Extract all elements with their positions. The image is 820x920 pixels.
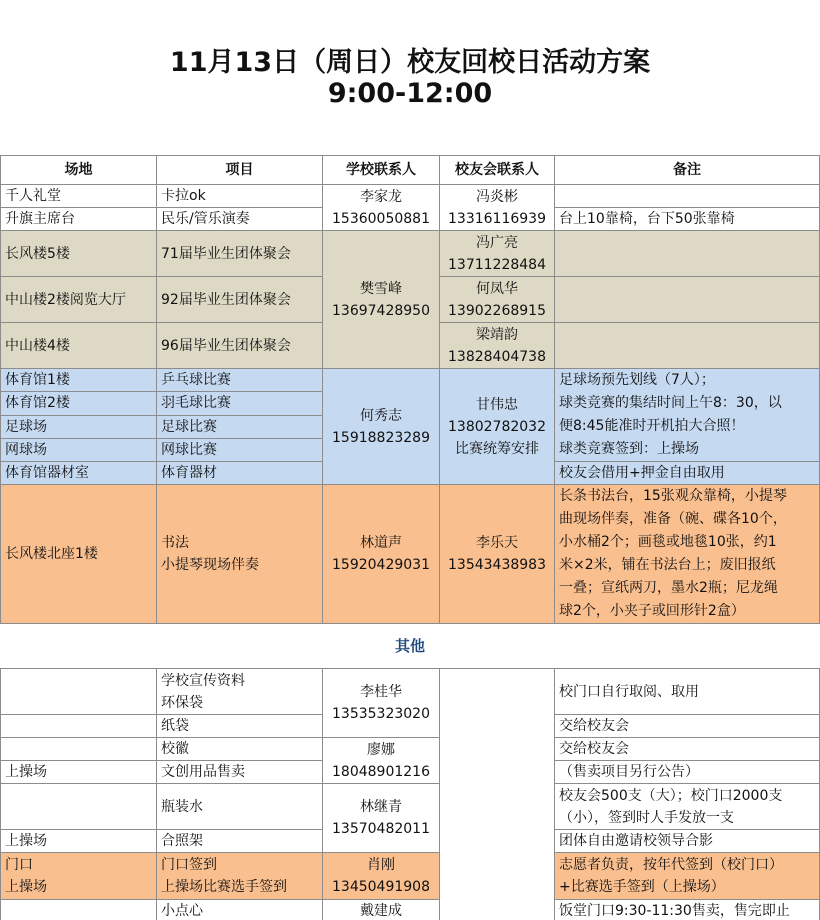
item-line: 门口签到: [161, 857, 217, 873]
note-cell: 交给校友会: [555, 715, 820, 738]
contact-name: 冯广亮: [476, 234, 518, 251]
item-cell: 瓶装水: [157, 784, 323, 830]
contact-name: 梁靖韵: [476, 326, 518, 343]
table-row: [1, 185, 820, 208]
contact-name: 李桂华: [360, 684, 402, 700]
venue-line: 上操场: [5, 879, 47, 895]
alumni-contact-cell: [440, 485, 555, 624]
contact-phone: 13711228484: [448, 256, 546, 273]
note-cell: [555, 853, 820, 900]
contact-name: 林继青: [360, 799, 402, 815]
note-line: 米×2米，铺在书法台上；废旧报纸: [559, 557, 776, 573]
item-cell: 合照架: [157, 830, 323, 853]
venue-cell: [1, 784, 157, 830]
item-cell: [157, 485, 323, 624]
note-line: 小水桶2个；画毯或地毯10张，约1: [559, 534, 777, 550]
item-cell: 网球比赛: [157, 438, 323, 461]
item-cell: 足球比赛: [157, 415, 323, 438]
venue-cell: [1, 715, 157, 738]
note-cell: 团体自由邀请校领导合影: [555, 830, 820, 853]
school-contact-cell: [323, 669, 440, 738]
school-contact-cell: [323, 231, 440, 369]
table-row: [1, 784, 820, 830]
item-cell: 文创用品售卖: [157, 761, 323, 784]
note-cell: [555, 485, 820, 624]
venue-cell: 上操场: [1, 830, 157, 853]
note-cell: [555, 369, 820, 462]
note-cell: [555, 277, 820, 323]
contact-phone: 13570482011: [332, 821, 430, 837]
table-row: [1, 669, 820, 715]
contact-name: 何凤华: [476, 280, 518, 297]
alumni-contact-cell: [440, 185, 555, 231]
item-cell: 71届毕业生团体聚会: [157, 231, 323, 277]
page-subtitle: 9:00-12:00: [327, 78, 493, 109]
venue-cell: 体育馆1楼: [1, 369, 157, 392]
item-line: 上操场比赛选手签到: [161, 879, 287, 895]
contact-phone: 15920429031: [332, 557, 430, 573]
contact-name: 廖娜: [367, 741, 395, 758]
note-cell: [555, 231, 820, 277]
contact-phone: 13535323020: [332, 706, 430, 722]
school-contact-cell: [323, 853, 440, 900]
contact-name: 林道声: [360, 535, 402, 551]
item-cell: 92届毕业生团体聚会: [157, 277, 323, 323]
section-row: [1, 624, 820, 669]
contact-phone: 13828404738: [448, 348, 546, 365]
alumni-contact-cell: [440, 369, 555, 485]
school-contact-cell: [323, 900, 440, 920]
alumni-contact-cell: [440, 231, 555, 277]
header-note: 备注: [555, 156, 820, 185]
school-contact-cell: [323, 185, 440, 231]
venue-cell: 升旗主席台: [1, 208, 157, 231]
note-line: 校友会500支（大）；校门口2000支: [559, 787, 783, 804]
item-cell: 民乐/管乐演奏: [157, 208, 323, 231]
note-line: 长条书法台，15张观众靠椅，小提琴: [559, 488, 787, 504]
item-cell: 纸袋: [157, 715, 323, 738]
venue-line: 门口: [5, 857, 33, 873]
item-cell: [157, 853, 323, 900]
table-row: [1, 738, 820, 761]
contact-name: 李乐天: [476, 535, 518, 551]
header-item: 项目: [157, 156, 323, 185]
contact-phone: 18048901216: [332, 763, 430, 780]
note-line: 球类竞赛签到：上操场: [559, 441, 699, 457]
item-cell: [157, 669, 323, 715]
note-cell: （售卖项目另行公告）: [555, 761, 820, 784]
contact-phone: 15918823289: [332, 429, 430, 446]
school-contact-cell: [323, 369, 440, 485]
note-line: 足球场预先划线（7人）；: [559, 372, 715, 388]
page-title: 11月13日（周日）校友回校日活动方案: [169, 47, 651, 78]
note-line: 球2个，小夹子或回形针2盒）: [559, 603, 745, 619]
header-venue: 场地: [1, 156, 157, 185]
contact-name: 戴建成: [360, 903, 402, 919]
contact-name: 李家龙: [360, 188, 402, 205]
contact-phone: 13697428950: [332, 302, 430, 319]
note-cell: [555, 185, 820, 208]
contact-phone: 13902268915: [448, 302, 546, 319]
contact-phone: 13802782032: [448, 418, 546, 435]
venue-cell: [1, 669, 157, 715]
item-cell: 小点心: [157, 900, 323, 920]
note-cell: 台上10靠椅，台下50张靠椅: [555, 208, 820, 231]
item-cell: 卡拉ok: [157, 185, 323, 208]
contact-phone: 15360050881: [332, 210, 430, 227]
item-cell: 体育器材: [157, 462, 323, 485]
header-row: [1, 156, 820, 185]
alumni-contact-cell: [440, 669, 555, 920]
contact-phone: 13450491908: [332, 879, 430, 895]
venue-cell: 体育馆器材室: [1, 462, 157, 485]
note-line: 一叠；宣纸两刀，墨水2瓶；尼龙绳: [559, 580, 778, 596]
venue-cell: 长风楼5楼: [1, 231, 157, 277]
note-line: 志愿者负责，按年代签到（校门口）: [559, 857, 783, 873]
venue-cell: 体育馆2楼: [1, 392, 157, 415]
contact-name: 肖刚: [367, 857, 395, 873]
item-cell: 乒乓球比赛: [157, 369, 323, 392]
table-row: [1, 900, 820, 920]
contact-name: 何秀志: [360, 407, 402, 424]
venue-cell: 上操场: [1, 761, 157, 784]
contact-name: 冯炎彬: [476, 188, 518, 205]
contact-phone: 13316116939: [448, 210, 546, 227]
venue-cell: 足球场: [1, 415, 157, 438]
item-cell: 96届毕业生团体聚会: [157, 323, 323, 369]
venue-cell: 网球场: [1, 438, 157, 461]
header-school-contact: 学校联系人: [323, 156, 440, 185]
note-cell: [555, 784, 820, 830]
note-line: （小），签到时人手发放一支: [559, 809, 734, 826]
school-contact-cell: [323, 784, 440, 853]
item-cell: 羽毛球比赛: [157, 392, 323, 415]
item-line: 小提琴现场伴奏: [161, 557, 259, 573]
venue-cell: [1, 738, 157, 761]
venue-cell: [1, 853, 157, 900]
school-contact-cell: [323, 738, 440, 784]
contact-name: 甘伟忠: [476, 396, 518, 413]
table-row: [1, 231, 820, 277]
contact-role: 比赛统筹安排: [455, 440, 539, 457]
venue-cell: 长风楼北座1楼: [1, 485, 157, 624]
venue-cell: 千人礼堂: [1, 185, 157, 208]
item-line: 学校宣传资料: [161, 672, 245, 689]
note-cell: 校友会借用+押金自由取用: [555, 462, 820, 485]
note-cell: 饭堂门口9:30-11:30售卖，售完即止: [555, 900, 820, 920]
contact-name: 樊雪峰: [360, 280, 402, 297]
school-contact-cell: [323, 485, 440, 624]
item-cell: 校徽: [157, 738, 323, 761]
alumni-contact-cell: [440, 277, 555, 323]
contact-phone: 13543438983: [448, 557, 546, 573]
note-line: +比赛选手签到（上操场）: [559, 879, 725, 895]
note-cell: 校门口自行取阅、取用: [555, 669, 820, 715]
venue-cell: 中山楼4楼: [1, 323, 157, 369]
note-cell: 交给校友会: [555, 738, 820, 761]
note-line: 便8:45能准时开机拍大合照！: [559, 418, 745, 434]
table-row: [1, 485, 820, 624]
section-heading-others: 其他: [1, 624, 820, 669]
item-line: 环保袋: [161, 694, 203, 711]
table-row: [1, 853, 820, 900]
item-line: 书法: [161, 535, 189, 551]
note-cell: [555, 323, 820, 369]
venue-cell: 中山楼2楼阅览大厅: [1, 277, 157, 323]
plan-table: [0, 155, 820, 920]
table-row: [1, 369, 820, 392]
note-line: 曲现场伴奏，准备（碗、碟各10个，: [559, 511, 787, 527]
alumni-contact-cell: [440, 323, 555, 369]
header-alumni-contact: 校友会联系人: [440, 156, 555, 185]
note-line: 球类竞赛的集结时间上午8：30，以: [559, 395, 782, 411]
venue-cell: [1, 900, 157, 920]
